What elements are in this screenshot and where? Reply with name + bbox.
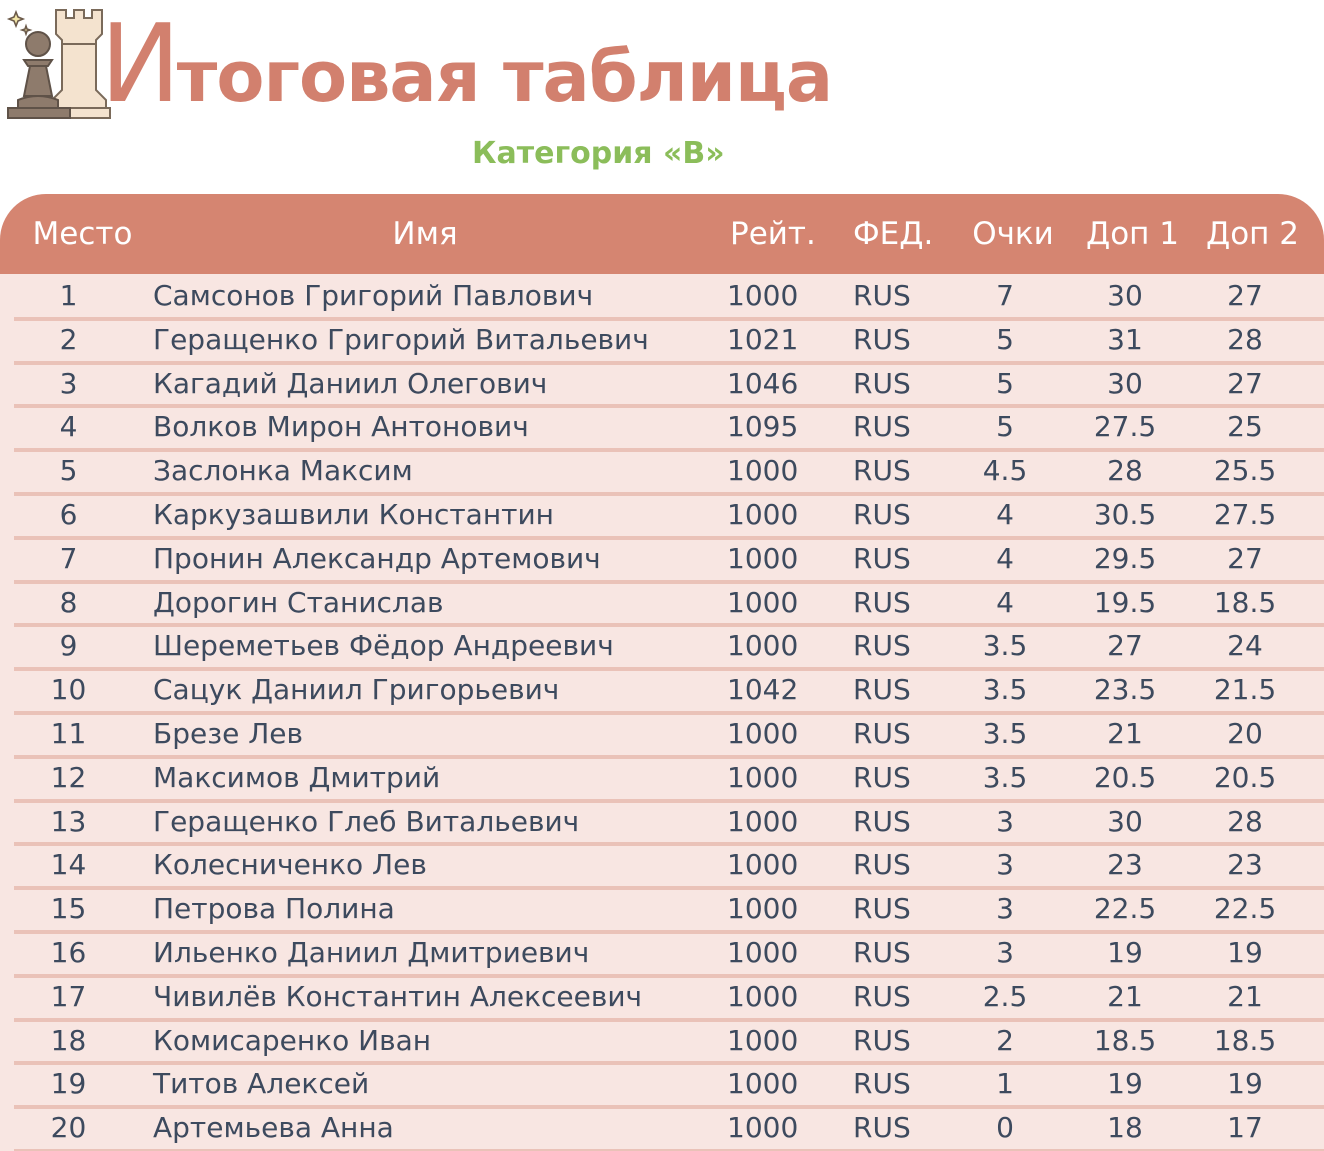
cell-tiebreak-2: 28 — [1227, 322, 1263, 356]
header-tiebreak-1: Доп 1 — [1085, 216, 1180, 252]
cell-tiebreak-1: 29.5 — [1093, 541, 1157, 575]
cell-federation: RUS — [853, 410, 911, 444]
cell-tiebreak-2: 18.5 — [1213, 1023, 1277, 1057]
cell-points: 3.5 — [982, 629, 1028, 663]
cell-name: Сацук Даниил Григорьевич — [153, 673, 560, 707]
table-row — [0, 537, 1324, 581]
cell-rating: 1000 — [727, 1111, 799, 1145]
cell-points: 7 — [996, 279, 1014, 312]
cell-points: 3 — [996, 892, 1014, 926]
cell-name: Кагадий Даниил Олегович — [153, 366, 548, 400]
cell-name: Волков Мирон Антонович — [153, 410, 529, 444]
cell-tiebreak-1: 19 — [1107, 935, 1143, 969]
cell-name: Геращенко Григорий Витальевич — [153, 322, 649, 356]
table-header — [0, 194, 1324, 274]
cell-rating: 1000 — [727, 804, 799, 838]
table-row — [0, 493, 1324, 537]
cell-tiebreak-1: 19.5 — [1093, 585, 1157, 619]
cell-federation: RUS — [853, 716, 911, 750]
header-federation: ФЕД. — [853, 216, 934, 252]
cell-rating: 1095 — [727, 410, 799, 444]
cell-tiebreak-1: 30 — [1107, 366, 1143, 400]
cell-tiebreak-2: 18.5 — [1213, 585, 1277, 619]
cell-points: 5 — [996, 322, 1014, 356]
table-row — [0, 274, 1324, 318]
cell-tiebreak-1: 27 — [1107, 629, 1143, 663]
cell-place: 3 — [59, 366, 78, 400]
cell-tiebreak-1: 23 — [1107, 848, 1143, 882]
cell-tiebreak-2: 21 — [1227, 979, 1263, 1013]
table-row — [0, 1062, 1324, 1106]
cell-tiebreak-2: 27 — [1227, 366, 1263, 400]
cell-tiebreak-1: 31 — [1107, 322, 1143, 356]
cell-rating: 1046 — [727, 366, 799, 400]
cell-federation: RUS — [853, 673, 911, 707]
cell-federation: RUS — [853, 541, 911, 575]
cell-tiebreak-2: 25 — [1227, 410, 1263, 444]
cell-points: 4.5 — [982, 454, 1028, 488]
cell-place: 8 — [59, 585, 78, 619]
cell-rating: 1000 — [727, 497, 799, 531]
header-points: Очки — [972, 216, 1054, 252]
results-table — [0, 194, 1324, 1151]
page-title — [100, 2, 833, 132]
header-place: Место — [32, 216, 133, 252]
cell-federation: RUS — [853, 279, 911, 312]
category-subtitle: Категория «В» — [472, 136, 725, 171]
cell-name: Геращенко Глеб Витальевич — [153, 804, 580, 838]
cell-federation: RUS — [853, 804, 911, 838]
cell-place: 13 — [50, 804, 87, 838]
title-initial-letter: И — [100, 2, 177, 127]
cell-federation: RUS — [853, 585, 911, 619]
cell-points: 5 — [996, 410, 1014, 444]
cell-points: 3 — [996, 935, 1014, 969]
cell-rating: 1000 — [727, 716, 799, 750]
cell-rating: 1000 — [727, 892, 799, 926]
cell-rating: 1000 — [727, 1067, 799, 1101]
cell-tiebreak-1: 20.5 — [1093, 760, 1157, 794]
cell-name: Колесниченко Лев — [153, 848, 427, 882]
cell-points: 3.5 — [982, 716, 1028, 750]
cell-tiebreak-2: 24 — [1227, 629, 1263, 663]
table-row — [0, 362, 1324, 406]
cell-place: 14 — [50, 848, 87, 882]
cell-name: Заслонка Максим — [153, 454, 413, 488]
table-row — [0, 1019, 1324, 1063]
cell-place: 6 — [59, 497, 78, 531]
cell-federation: RUS — [853, 629, 911, 663]
cell-points: 4 — [996, 541, 1014, 575]
cell-place: 18 — [50, 1023, 87, 1057]
table-row — [0, 1106, 1324, 1150]
cell-federation: RUS — [853, 454, 911, 488]
cell-tiebreak-2: 20 — [1227, 716, 1263, 750]
cell-rating: 1000 — [727, 760, 799, 794]
cell-federation: RUS — [853, 760, 911, 794]
cell-name: Чивилёв Константин Алексеевич — [153, 979, 643, 1013]
cell-tiebreak-1: 30 — [1107, 804, 1143, 838]
cell-points: 3 — [996, 848, 1014, 882]
cell-tiebreak-2: 27.5 — [1213, 497, 1277, 531]
cell-name: Петрова Полина — [153, 892, 395, 926]
cell-name: Самсонов Григорий Павлович — [153, 279, 594, 312]
cell-tiebreak-1: 19 — [1107, 1067, 1143, 1101]
cell-place: 19 — [50, 1067, 87, 1101]
table-row — [0, 887, 1324, 931]
cell-points: 5 — [996, 366, 1014, 400]
cell-tiebreak-2: 27 — [1227, 541, 1263, 575]
cell-place: 15 — [50, 892, 87, 926]
cell-tiebreak-2: 19 — [1227, 1067, 1263, 1101]
cell-federation: RUS — [853, 1067, 911, 1101]
cell-tiebreak-2: 19 — [1227, 935, 1263, 969]
cell-name: Дорогин Станислав — [153, 585, 444, 619]
cell-place: 20 — [50, 1111, 87, 1145]
table-row — [0, 712, 1324, 756]
cell-tiebreak-2: 27 — [1227, 279, 1263, 312]
cell-tiebreak-2: 22.5 — [1213, 892, 1277, 926]
cell-points: 4 — [996, 585, 1014, 619]
cell-points: 2.5 — [982, 979, 1028, 1013]
cell-tiebreak-1: 23.5 — [1093, 673, 1157, 707]
cell-tiebreak-2: 23 — [1227, 848, 1263, 882]
cell-federation: RUS — [853, 322, 911, 356]
table-row — [0, 756, 1324, 800]
cell-points: 3 — [996, 804, 1014, 838]
table-row — [0, 931, 1324, 975]
table-row — [0, 624, 1324, 668]
cell-name: Брезе Лев — [153, 716, 304, 750]
cell-tiebreak-2: 28 — [1227, 804, 1263, 838]
cell-place: 10 — [50, 673, 87, 707]
cell-place: 11 — [50, 716, 87, 750]
cell-points: 4 — [996, 497, 1014, 531]
cell-tiebreak-1: 27.5 — [1093, 410, 1157, 444]
cell-rating: 1000 — [727, 585, 799, 619]
cell-points: 1 — [996, 1067, 1014, 1101]
cell-place: 17 — [50, 979, 87, 1013]
cell-tiebreak-1: 18 — [1107, 1111, 1143, 1145]
cell-place: 16 — [50, 935, 87, 969]
cell-points: 3.5 — [982, 673, 1028, 707]
cell-tiebreak-1: 30 — [1107, 279, 1143, 312]
cell-name: Шереметьев Фёдор Андреевич — [153, 629, 614, 663]
cell-tiebreak-1: 30.5 — [1093, 497, 1157, 531]
cell-federation: RUS — [853, 366, 911, 400]
cell-federation: RUS — [853, 979, 911, 1013]
table-row — [0, 405, 1324, 449]
cell-federation: RUS — [853, 935, 911, 969]
header-rating: Рейт. — [730, 216, 816, 252]
cell-name: Каркузашвили Константин — [153, 497, 554, 531]
cell-tiebreak-2: 20.5 — [1213, 760, 1277, 794]
cell-tiebreak-1: 21 — [1107, 979, 1143, 1013]
cell-rating: 1000 — [727, 541, 799, 575]
cell-place: 12 — [50, 760, 87, 794]
cell-rating: 1000 — [727, 1023, 799, 1057]
cell-tiebreak-2: 25.5 — [1213, 454, 1277, 488]
cell-rating: 1000 — [727, 979, 799, 1013]
cell-name: Максимов Дмитрий — [153, 760, 441, 794]
cell-name: Комисаренко Иван — [153, 1023, 432, 1057]
cell-place: 9 — [59, 629, 78, 663]
table-row — [0, 975, 1324, 1019]
cell-federation: RUS — [853, 1111, 911, 1145]
cell-name: Артемьева Анна — [153, 1111, 394, 1145]
cell-place: 1 — [59, 279, 78, 312]
table-body — [0, 274, 1324, 1150]
cell-rating: 1000 — [727, 454, 799, 488]
cell-rating: 1000 — [727, 629, 799, 663]
table-row — [0, 800, 1324, 844]
table-row — [0, 581, 1324, 625]
cell-tiebreak-1: 18.5 — [1093, 1023, 1157, 1057]
cell-place: 2 — [59, 322, 78, 356]
cell-place: 5 — [59, 454, 78, 488]
cell-federation: RUS — [853, 1023, 911, 1057]
cell-rating: 1021 — [727, 322, 799, 356]
cell-place: 7 — [59, 541, 78, 575]
cell-federation: RUS — [853, 892, 911, 926]
cell-tiebreak-1: 21 — [1107, 716, 1143, 750]
cell-federation: RUS — [853, 497, 911, 531]
cell-name: Ильенко Даниил Дмитриевич — [153, 935, 590, 969]
cell-tiebreak-2: 21.5 — [1213, 673, 1277, 707]
table-row — [0, 318, 1324, 362]
cell-tiebreak-2: 17 — [1227, 1111, 1263, 1145]
cell-tiebreak-1: 22.5 — [1093, 892, 1157, 926]
cell-tiebreak-1: 28 — [1107, 454, 1143, 488]
cell-points: 0 — [996, 1111, 1014, 1145]
cell-place: 4 — [59, 410, 78, 444]
table-row — [0, 668, 1324, 712]
cell-name: Пронин Александр Артемович — [153, 541, 601, 575]
sparkle-icon — [9, 12, 30, 34]
header-name: Имя — [392, 216, 458, 252]
title-rest: тоговая таблица — [176, 36, 833, 118]
cell-points: 2 — [996, 1023, 1014, 1057]
cell-rating: 1042 — [727, 673, 799, 707]
cell-rating: 1000 — [727, 848, 799, 882]
cell-federation: RUS — [853, 848, 911, 882]
header-tiebreak-2: Доп 2 — [1205, 216, 1300, 252]
cell-rating: 1000 — [727, 279, 799, 312]
cell-points: 3.5 — [982, 760, 1028, 794]
cell-name: Титов Алексей — [153, 1067, 370, 1101]
table-row — [0, 449, 1324, 493]
cell-rating: 1000 — [727, 935, 799, 969]
table-row — [0, 843, 1324, 887]
